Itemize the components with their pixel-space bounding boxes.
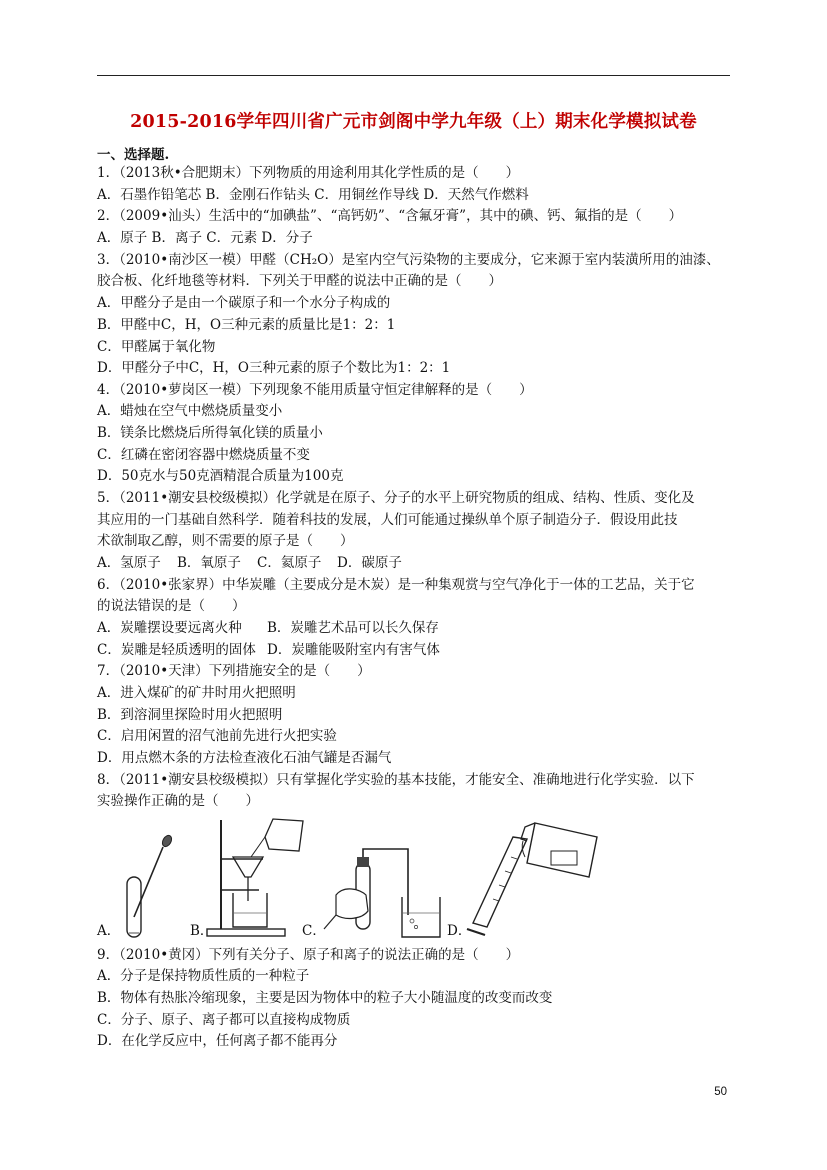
question-5-stem-line-2: 其应用的一门基础自然科学．随着科技的发展，人们可能通过操纵单个原子制造分子．假设用此技 xyxy=(97,512,678,528)
question-5-option-c: C．氦原子 xyxy=(257,555,322,571)
question-7-option-a: A．进入煤矿的矿井时用火把照明 xyxy=(97,685,296,701)
question-3-option-c: C．甲醛属于氧化物 xyxy=(97,339,216,355)
question-5-stem-line-1: 5．（2011•潮安县校级模拟）化学就是在原子、分子的水平上研究物质的组成、结构、性质、变化及 xyxy=(97,490,695,506)
question-3-stem-line-1: 3．（2010•南沙区一模）甲醛（CH₂O）是室内空气污染物的主要成分，它来源于室内装潢所用的油漆、 xyxy=(97,252,720,268)
question-2-options: A．原子 B．离子 C．元素 D．分子 xyxy=(97,230,313,246)
question-4-option-b: B．镁条比燃烧后所得氧化镁的质量小 xyxy=(97,425,323,441)
question-8-option-a-label: A． xyxy=(97,923,121,939)
question-3-stem-line-2: 胶合板、化纤地毯等材料．下列关于甲醛的说法中正确的是（ ） xyxy=(97,273,502,289)
question-4-stem: 4．（2010•萝岗区一模）下列现象不能用质量守恒定律解释的是（ ） xyxy=(97,382,533,398)
question-7-stem: 7．（2010•天津）下列措施安全的是（ ） xyxy=(97,663,371,679)
question-9-option-a: A．分子是保持物质性质的一种粒子 xyxy=(97,968,310,984)
header-rule xyxy=(97,75,730,76)
question-1-stem: 1．（2013秋•合肥期末）下列物质的用途利用其化学性质的是（ ） xyxy=(97,165,520,181)
question-6-option-d: D．炭雕能吸附室内有害气体 xyxy=(267,642,440,658)
question-4-option-d: D．50克水与50克酒精混合质量为100克 xyxy=(97,468,344,484)
question-8-stem-line-2: 实验操作正确的是（ ） xyxy=(97,793,259,809)
question-4-option-a: A．蜡烛在空气中燃烧质量变小 xyxy=(97,403,283,419)
question-7-option-c: C．启用闲置的沼气池前先进行火把实验 xyxy=(97,728,337,744)
question-8-figures xyxy=(97,815,717,940)
question-2-stem: 2．（2009•汕头）生活中的“加碘盐”、“高钙奶”、“含氟牙膏”，其中的碘、钙、氟指的是（ ） xyxy=(97,208,683,224)
question-8-option-c-label: C． xyxy=(302,923,326,939)
question-6-stem-line-1: 6．（2010•张家界）中华炭雕（主要成分是木炭）是一种集观赏与空气净化于一体的工艺品，关于它 xyxy=(97,577,695,593)
pouring-into-cylinder-figure xyxy=(465,817,615,937)
question-6-stem-line-2: 的说法错误的是（ ） xyxy=(97,598,246,614)
question-7-option-b: B．到溶洞里探险时用火把照明 xyxy=(97,707,283,723)
question-9-option-c: C．分子、原子、离子都可以直接构成物质 xyxy=(97,1012,351,1028)
question-9-stem: 9．（2010•黄冈）下列有关分子、原子和离子的说法正确的是（ ） xyxy=(97,947,520,963)
airtightness-check-figure xyxy=(322,845,462,940)
question-5-stem-line-3: 术欲制取乙醇，则不需要的原子是（ ） xyxy=(97,533,354,549)
question-3-option-d: D．甲醛分子中C，H，O三种元素的原子个数比为1：2：1 xyxy=(97,360,451,376)
dropper-in-test-tube-figure xyxy=(119,835,189,940)
page-number: 50 xyxy=(714,1086,727,1098)
question-6-options-cd xyxy=(97,640,440,660)
question-5-option-b: B．氧原子 xyxy=(177,555,241,571)
question-3-option-b: B．甲醛中C，H，O三种元素的质量比是1：2：1 xyxy=(97,317,396,333)
question-5-options xyxy=(97,553,402,573)
question-6-option-a: A．炭雕摆设要远离火种 xyxy=(97,620,242,636)
question-5-option-d: D．碳原子 xyxy=(337,555,402,571)
question-7-option-d: D．用点燃木条的方法检查液化石油气罐是否漏气 xyxy=(97,750,392,766)
question-9-option-d: D．在化学反应中，任何离子都不能再分 xyxy=(97,1033,338,1049)
question-6-option-b: B．炭雕艺术品可以长久保存 xyxy=(267,620,439,636)
question-1-options: A．石墨作铅笔芯 B．金刚石作钻头 C．用铜丝作导线 D．天然气作燃料 xyxy=(97,187,529,203)
question-6-options-ab xyxy=(97,618,439,638)
page-title: 2015-2016学年四川省广元市剑阁中学九年级（上）期末化学模拟试卷 xyxy=(130,112,697,132)
section-heading: 一、选择题. xyxy=(97,147,170,163)
question-9-option-b: B．物体有热胀冷缩现象，主要是因为物体中的粒子大小随温度的改变而改变 xyxy=(97,990,553,1006)
question-8-option-b-label: B． xyxy=(190,923,214,939)
question-8-stem-line-1: 8．（2011•潮安县校级模拟）只有掌握化学实验的基本技能，才能安全、准确地进行化学实验．以下 xyxy=(97,772,695,788)
question-5-option-a: A．氢原子 xyxy=(97,555,161,571)
question-6-option-c: C．炭雕是轻质透明的固体 xyxy=(97,642,256,658)
question-3-option-a: A．甲醛分子是由一个碳原子和一个水分子构成的 xyxy=(97,295,391,311)
question-8-option-d-label: D． xyxy=(447,923,472,939)
question-4-option-c: C．红磷在密闭容器中燃烧质量不变 xyxy=(97,447,310,463)
